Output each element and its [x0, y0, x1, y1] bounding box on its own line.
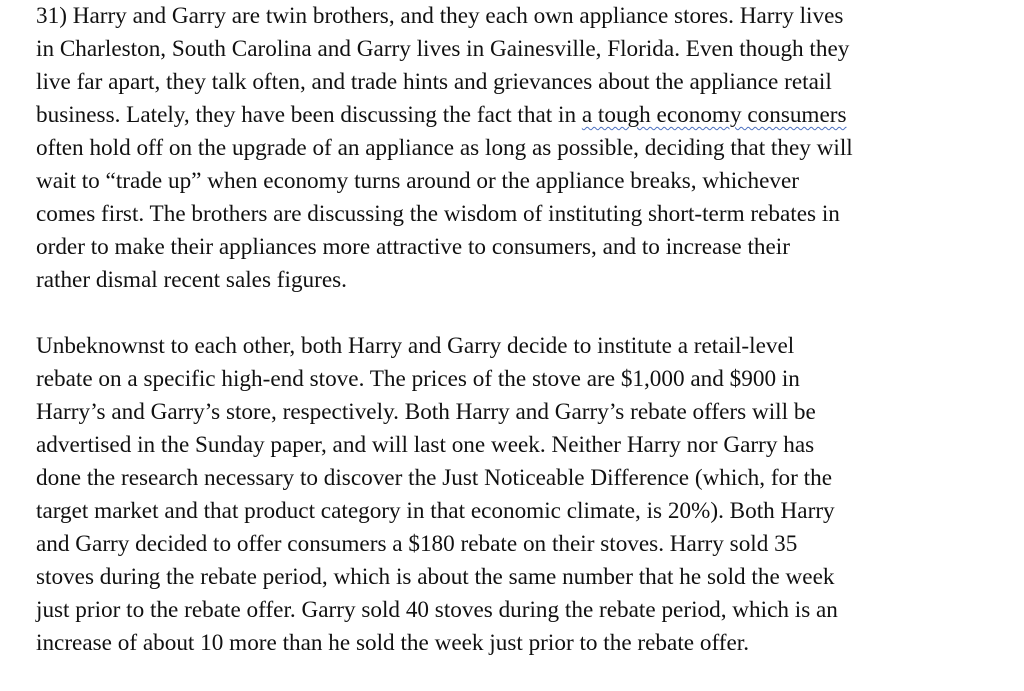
text-line: and Garry decided to offer consumers a $180 rebate on their stoves. Harry sold 35: [36, 531, 798, 557]
text-segment: business. Lately, they have been discussing the fact that in: [36, 102, 582, 128]
text-line: rebate on a specific high-end stove. The prices of the stove are $1,000 and $900 in: [36, 366, 800, 392]
text-line: live far apart, they talk often, and trade hints and grievances about the appliance retail: [36, 69, 832, 95]
paragraph-question-intro: [36, 0, 1006, 297]
text-line: Harry’s and Garry’s store, respectively. Both Harry and Garry’s rebate offers will be: [36, 399, 816, 425]
grammar-flagged-phrase[interactable]: a tough economy consumers: [581, 102, 847, 128]
text-line: increase of about 10 more than he sold the week just prior to the rebate offer.: [36, 630, 749, 656]
text-line: 31) Harry and Garry are twin brothers, and they each own appliance stores. Harry lives: [36, 3, 844, 29]
text-line: Unbeknownst to each other, both Harry and Garry decide to institute a retail-level: [36, 333, 795, 359]
text-line: wait to “trade up” when economy turns around or the appliance breaks, whichever: [36, 168, 799, 194]
text-line: often hold off on the upgrade of an appliance as long as possible, deciding that they will: [36, 135, 853, 161]
text-line: advertised in the Sunday paper, and will last one week. Neither Harry nor Garry has: [36, 432, 815, 458]
text-line-with-flag: [36, 99, 1006, 132]
text-line: order to make their appliances more attractive to consumers, and to increase their: [36, 234, 790, 260]
text-line: comes first. The brothers are discussing the wisdom of instituting short-term rebates in: [36, 201, 840, 227]
text-line: stoves during the rebate period, which is about the same number that he sold the week: [36, 564, 835, 590]
text-line: done the research necessary to discover the Just Noticeable Difference (which, for the: [36, 465, 832, 491]
text-line: rather dismal recent sales figures.: [36, 267, 347, 293]
paragraph-rebate-scenario: [36, 330, 1006, 660]
text-line: target market and that product category in that economic climate, is 20%). Both Harry: [36, 498, 835, 524]
text-line: in Charleston, South Carolina and Garry lives in Gainesville, Florida. Even though they: [36, 36, 850, 62]
text-line: just prior to the rebate offer. Garry sold 40 stoves during the rebate period, which is an: [36, 597, 838, 623]
document-body: [36, 0, 1006, 660]
